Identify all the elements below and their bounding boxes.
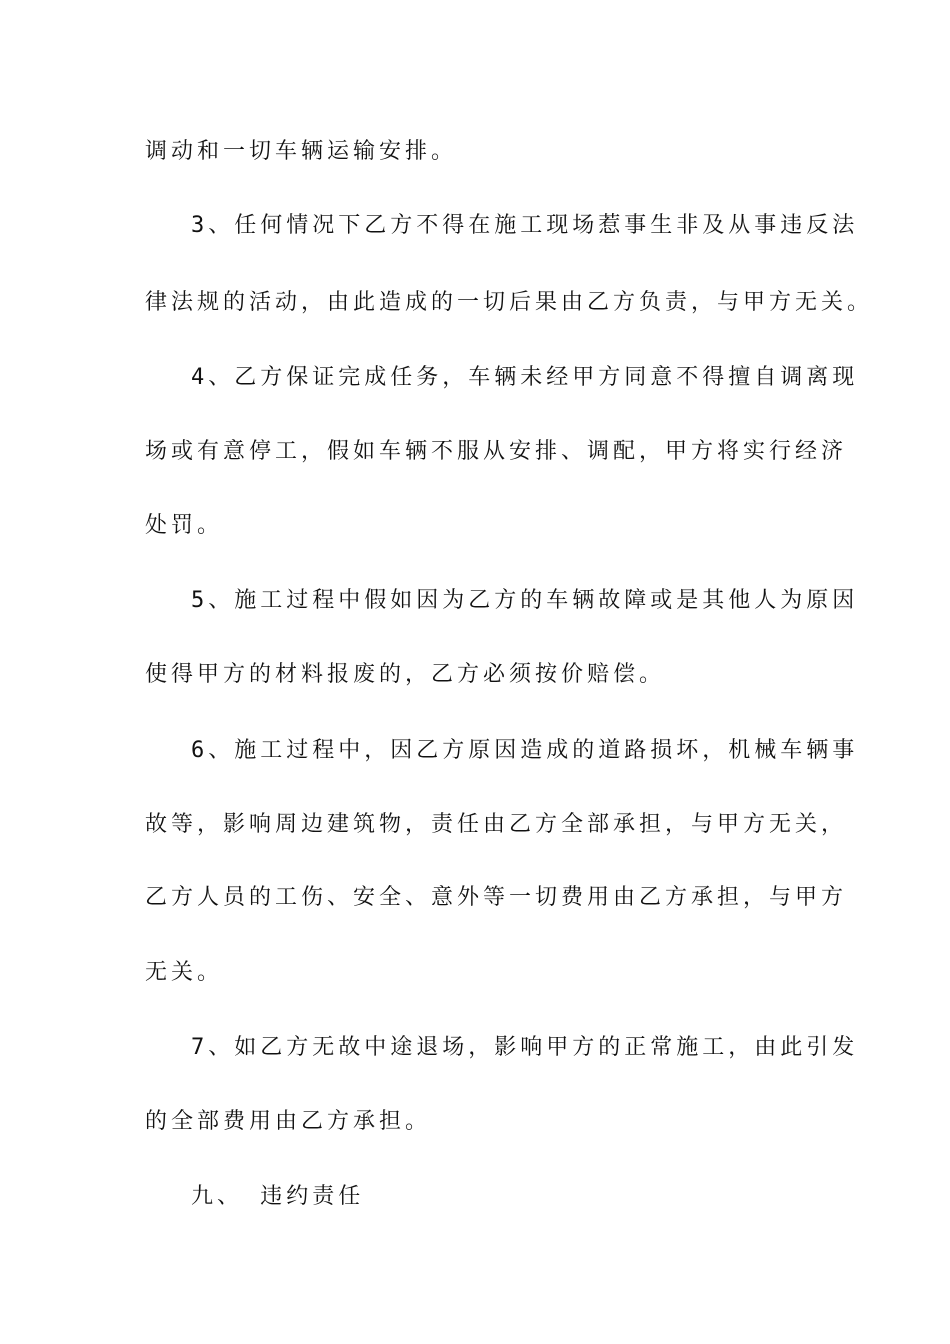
text-line: 4、乙方保证完成任务，车辆未经甲方同意不得擅自调离现 [191, 365, 859, 390]
text-line: 故等，影响周边建筑物，责任由乙方全部承担，与甲方无关， [145, 812, 848, 837]
section-heading: 九、 违约责任 [191, 1184, 365, 1209]
text-line: 处罚。 [145, 513, 224, 538]
text-line: 使得甲方的材料报废的，乙方必须按价赔偿。 [145, 662, 666, 687]
text-line: 律法规的活动，由此造成的一切后果由乙方负责，与甲方无关。 [145, 290, 874, 315]
text-line: 无关。 [145, 960, 224, 985]
text-line: 3、任何情况下乙方不得在施工现场惹事生非及从事违反法 [191, 213, 859, 238]
text-line: 5、施工过程中假如因为乙方的车辆故障或是其他人为原因 [191, 588, 859, 613]
text-line: 调动和一切车辆运输安排。 [145, 139, 458, 164]
text-line: 乙方人员的工伤、安全、意外等一切费用由乙方承担，与甲方 [145, 885, 848, 910]
text-line: 6、施工过程中，因乙方原因造成的道路损坏，机械车辆事 [191, 738, 859, 763]
text-line: 的全部费用由乙方承担。 [145, 1109, 432, 1134]
text-line: 场或有意停工，假如车辆不服从安排、调配，甲方将实行经济 [145, 439, 848, 464]
text-line: 7、如乙方无故中途退场，影响甲方的正常施工，由此引发 [191, 1035, 859, 1060]
